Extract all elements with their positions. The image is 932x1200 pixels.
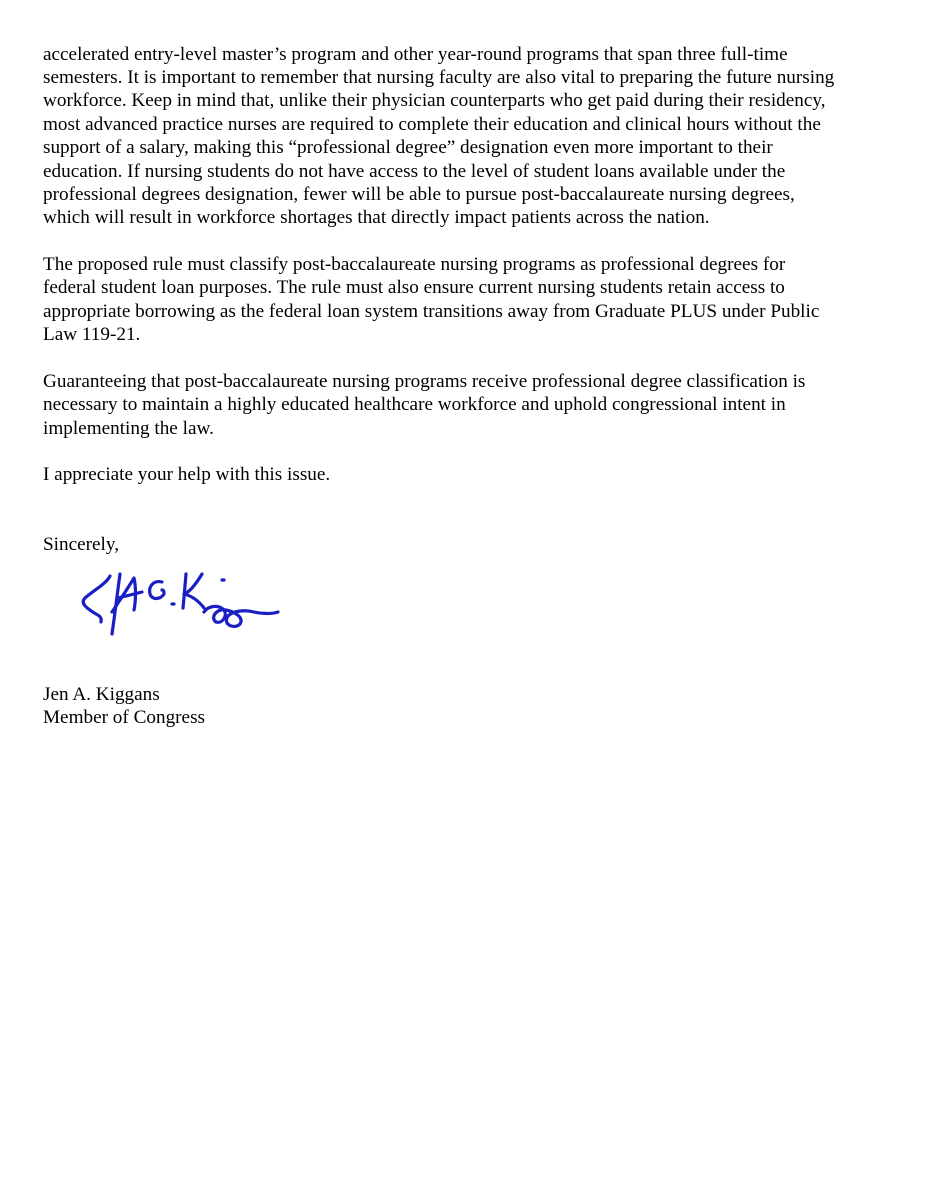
body-line: implementing the law. [43, 418, 214, 439]
body-line: most advanced practice nurses are required to complete their education and clinical hours without the [43, 114, 821, 135]
body-line: Law 119-21. [43, 324, 141, 345]
body-line: education. If nursing students do not have access to the level of student loans available under the [43, 161, 786, 182]
body-line: Guaranteeing that post-baccalaureate nursing programs receive professional degree classification is [43, 371, 806, 392]
body-line: which will result in workforce shortages that directly impact patients across the nation. [43, 207, 710, 228]
body-line: federal student loan purposes. The rule must also ensure current nursing students retain access to [43, 277, 785, 298]
body-line: accelerated entry-level master’s program and other year-round programs that span three full-time [43, 44, 788, 65]
body-line: appropriate borrowing as the federal loan system transitions away from Graduate PLUS under Public [43, 301, 820, 322]
body-line: The proposed rule must classify post-baccalaureate nursing programs as professional degrees for [43, 254, 786, 275]
appreciation-line: I appreciate your help with this issue. [43, 464, 331, 485]
body-line: support of a salary, making this “professional degree” designation even more important to their [43, 137, 773, 158]
signer-title: Member of Congress [43, 707, 205, 728]
body-line: workforce. Keep in mind that, unlike their physician counterparts who get paid during their residency, [43, 90, 826, 111]
body-line: semesters. It is important to remember that nursing faculty are also vital to preparing the future nursing [43, 67, 835, 88]
body-line: professional degrees designation, fewer will be able to pursue post-baccalaureate nursing degrees, [43, 184, 795, 205]
body-line: necessary to maintain a highly educated healthcare workforce and uphold congressional intent in [43, 394, 786, 415]
handwritten-signature-icon [76, 566, 286, 646]
closing-salutation: Sincerely, [43, 534, 120, 555]
signer-name: Jen A. Kiggans [43, 684, 160, 705]
